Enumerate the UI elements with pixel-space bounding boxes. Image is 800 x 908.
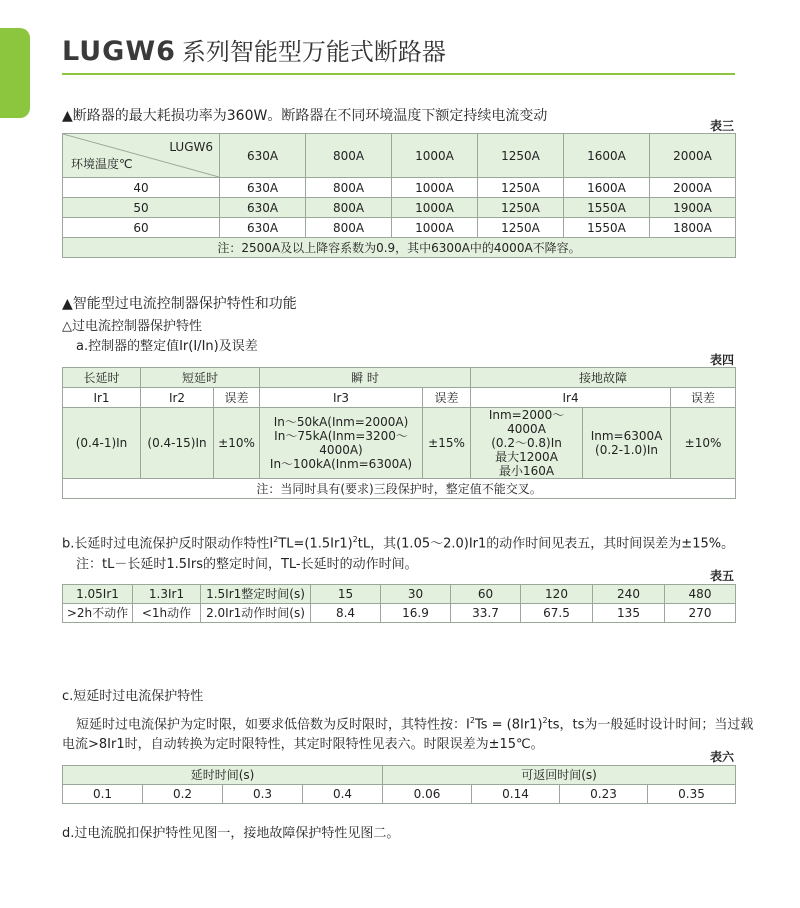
corner-top-label: LUGW6 [169, 140, 213, 154]
table-cell: 240 [593, 585, 665, 604]
table-cell: 1800A [650, 218, 736, 238]
table-cell: 800A [306, 178, 392, 198]
table-cell: 0.35 [648, 785, 736, 804]
table6 [62, 765, 736, 804]
table-cell: 0.4 [303, 785, 383, 804]
table-cell: 270 [665, 604, 736, 623]
section-b-text-part: b.长延时过电流保护反时限动作特性I [62, 536, 274, 552]
table-cell: 1000A [392, 178, 478, 198]
table-cell: 1250A [478, 218, 564, 238]
section-d-text: d.过电流脱扣保护特性见图一，接地故障保护特性见图二。 [62, 826, 400, 841]
table-cell: 1000A [392, 218, 478, 238]
section1-heading: ▲断路器的最大耗损功率为360W。断路器在不同环境温度下额定持续电流变动 [62, 108, 548, 124]
section-c-line1 [76, 713, 753, 733]
superscript: 2 [469, 716, 475, 725]
col-header: 1600A [564, 134, 650, 178]
ir2-value: (0.4-15)In [141, 408, 214, 479]
ir2-error: ±10% [214, 408, 260, 479]
ir4-value-a [471, 408, 583, 479]
table-cell: 67.5 [521, 604, 593, 623]
sub-header: 误差 [423, 388, 471, 408]
table-cell: 0.14 [472, 785, 560, 804]
table-cell: 60 [63, 218, 220, 238]
table5-number: 表五 [709, 569, 734, 583]
superscript: 2 [542, 716, 548, 725]
ir3-value [260, 408, 423, 479]
ir4-line: 最大1200A [495, 450, 558, 464]
table-cell: >2h不动作 [63, 604, 133, 623]
sub-header: Ir3 [260, 388, 423, 408]
table-cell: 1250A [478, 178, 564, 198]
col-header: 630A [220, 134, 306, 178]
section-b-text-part: tL，其(1.05～2.0)Ir1的动作时间见表五，其时间误差为±15%。 [357, 536, 735, 552]
table-cell: 1.3Ir1 [133, 585, 201, 604]
corner-cell [63, 134, 220, 178]
section-c-text-part: ts，ts为一般延时设计时间；当过载 [547, 717, 754, 733]
col-header: 1000A [392, 134, 478, 178]
corner-bottom-label: 环境温度℃ [71, 157, 133, 171]
table-cell: 120 [521, 585, 593, 604]
table-cell: 630A [220, 218, 306, 238]
table-cell: 50 [63, 198, 220, 218]
group-header: 接地故障 [471, 368, 736, 388]
table-note: 注：当同时具有(要求)三段保护时，整定值不能交叉。 [63, 479, 736, 499]
section2a-text: a.控制器的整定值Ir(I/In)及误差 [76, 339, 258, 354]
section-c-text-part: 短延时过电流保护为定时限，如要求低倍数为反时限时，其特性按：I [76, 717, 470, 733]
ir4-line: 最小160A [498, 464, 555, 478]
col-header: 800A [306, 134, 392, 178]
page-title [62, 32, 446, 67]
table-row [63, 785, 736, 804]
ir3-line: In～50kA(Inm=2000A) [273, 415, 409, 429]
sub-header: Ir1 [63, 388, 141, 408]
table-cell: 1.05Ir1 [63, 585, 133, 604]
table-cell: 630A [220, 178, 306, 198]
model-name: LUGW6 [62, 36, 176, 67]
sub-header: 误差 [214, 388, 260, 408]
table-cell: 60 [451, 585, 521, 604]
section-c-heading: c.短延时过电流保护特性 [62, 689, 204, 704]
table-cell: 1000A [392, 198, 478, 218]
table-cell: 1550A [564, 198, 650, 218]
ir4-error: ±10% [671, 408, 736, 479]
table-cell: 135 [593, 604, 665, 623]
section-b-text-part: TL=(1.5Ir1) [278, 536, 353, 552]
table-cell: 0.06 [383, 785, 472, 804]
table-note: 注：2500A及以上降容系数为0.9，其中6300A中的4000A不降容。 [63, 238, 736, 258]
table4-number: 表四 [709, 353, 734, 367]
col-header: 1250A [478, 134, 564, 178]
sub-header: 误差 [671, 388, 736, 408]
table-cell: 480 [665, 585, 736, 604]
section-c-text-part: Ts = (8Ir1) [474, 717, 543, 733]
sub-header: Ir4 [471, 388, 671, 408]
table-cell: 15 [311, 585, 381, 604]
sub-header: Ir2 [141, 388, 214, 408]
side-tab [0, 28, 30, 118]
ir4-line: (0.2～0.8)In [491, 436, 562, 450]
table-row [63, 604, 736, 623]
table-cell: 40 [63, 178, 220, 198]
superscript: 2 [273, 535, 279, 544]
ir4-line: (0.2-1.0)In [595, 443, 659, 457]
table-cell: 33.7 [451, 604, 521, 623]
group-header: 可返回时间(s) [383, 766, 736, 785]
table-cell: 0.23 [560, 785, 648, 804]
table4 [62, 367, 736, 499]
ir1-value: (0.4-1)In [63, 408, 141, 479]
series-name: 系列智能型万能式断路器 [181, 38, 446, 66]
table5 [62, 584, 736, 623]
table-cell: 2.0Ir1动作时间(s) [201, 604, 311, 623]
group-header: 瞬 时 [260, 368, 471, 388]
table-cell: 1550A [564, 218, 650, 238]
group-header: 短延时 [141, 368, 260, 388]
title-rule [62, 73, 735, 75]
table3-number: 表三 [709, 119, 734, 133]
table-cell: <1h动作 [133, 604, 201, 623]
table-cell: 800A [306, 218, 392, 238]
ir4-value-b [583, 408, 671, 479]
table-row [63, 178, 736, 198]
table-cell: 2000A [650, 178, 736, 198]
table-cell: 630A [220, 198, 306, 218]
table6-number: 表六 [709, 750, 734, 764]
table-cell: 1.5Ir1整定时间(s) [201, 585, 311, 604]
section2-heading: ▲智能型过电流控制器保护特性和功能 [62, 296, 297, 312]
table-cell: 8.4 [311, 604, 381, 623]
col-header: 2000A [650, 134, 736, 178]
ir4-line: Inm=2000～4000A [488, 408, 565, 436]
group-header: 延时时间(s) [63, 766, 383, 785]
table-row [63, 585, 736, 604]
table3 [62, 133, 736, 258]
section2-subheading: △过电流控制器保护特性 [62, 319, 202, 334]
table-cell: 0.1 [63, 785, 143, 804]
group-header: 长延时 [63, 368, 141, 388]
ir3-error: ±15% [423, 408, 471, 479]
table-cell: 16.9 [381, 604, 451, 623]
table-cell: 1250A [478, 198, 564, 218]
table-cell: 0.2 [143, 785, 223, 804]
section-b-note: 注：tL－长延时1.5Irs的整定时间，TL-长延时的动作时间。 [76, 557, 418, 572]
ir3-line: In～100kA(Inm=6300A) [269, 457, 413, 471]
table-row [63, 198, 736, 218]
ir4-line: Inm=6300A [590, 429, 663, 443]
superscript: 2 [352, 535, 358, 544]
table-cell: 800A [306, 198, 392, 218]
section-c-line2: 电流>8Ir1时，自动转换为定时限特性，其定时限特性见表六。时限误差为±15℃。 [62, 737, 544, 752]
ir3-line: In～75kA(Inm=3200～4000A) [274, 429, 408, 457]
table-cell: 0.3 [223, 785, 303, 804]
table-cell: 30 [381, 585, 451, 604]
section-b-text [62, 532, 734, 552]
table-cell: 1600A [564, 178, 650, 198]
table-cell: 1900A [650, 198, 736, 218]
table-row [63, 218, 736, 238]
